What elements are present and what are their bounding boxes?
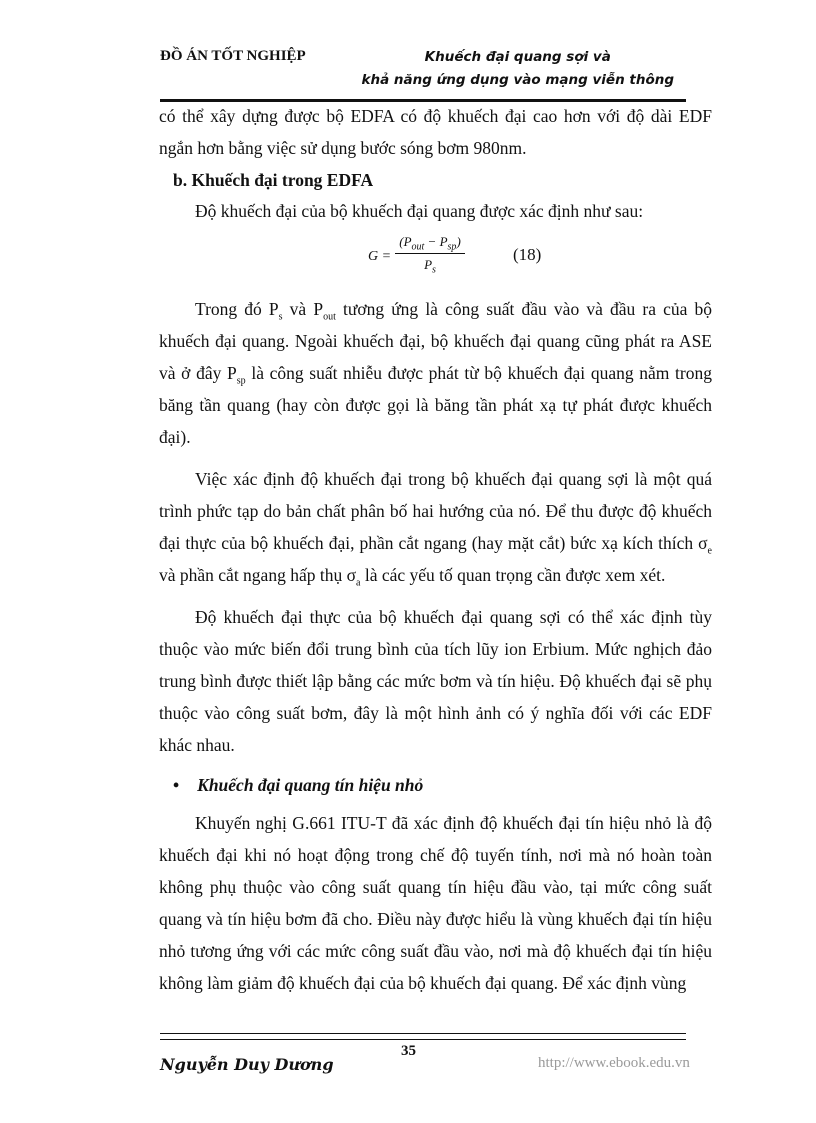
paragraph-2: Độ khuếch đại của bộ khuếch đại quang được xác định như sau: (195, 201, 644, 221)
p4-part-b: và phần cắt ngang hấp thụ σ (159, 565, 357, 585)
paragraph-5: Độ khuếch đại thực của bộ khuếch đại quang sợi có thể xác định tùy thuộc vào mức biến đổi trung bình của tích lũy ion Erbium. Mức nghịch đảo trung bình được thiết lập bằng các mức bơm và tín hiệu. Độ khuếch đại sẽ phụ thuộc vào công suất bơm, đây là một hình ảnh có ý nghĩa đối với các EDF khác nhau. (159, 607, 712, 755)
paren-close: ) (456, 234, 461, 249)
page-header (160, 40, 686, 98)
p-s-sub: s (432, 264, 436, 276)
bullet-heading (173, 769, 712, 801)
gain-formula (159, 229, 712, 293)
minus-sign: − (424, 234, 440, 249)
p3-part-d: là công suất nhiễu được phát từ bộ khuếch đại quang nằm trong băng tần quang (hay còn được gọi là băng tần phát xạ tự phát được khuếch đại). (159, 363, 712, 447)
formula-numerator (395, 233, 465, 251)
document-title (362, 46, 674, 92)
bullet-heading-text: Khuếch đại quang tín hiệu nhỏ (197, 775, 424, 795)
footer-author: Nguyễn Duy Dương (160, 1055, 334, 1074)
p3-sub-out: out (323, 311, 336, 323)
p-sp: P (439, 234, 448, 249)
paragraph-6: Khuyến nghị G.661 ITU-T đã xác định độ khuếch đại tín hiệu nhỏ là độ khuếch đại khi nó hoạt động trong chế độ tuyến tính, nơi mà nó hoàn toàn không phụ thuộc vào công suất quang tín hiệu đầu vào, tại mức công suất quang và tín hiệu bơm đã cho. Điều này được hiểu là vùng khuếch đại tín hiệu nhỏ tương ứng với các mức công suất đầu vào, nơi mà độ khuếch đại tín hiệu không làm giảm độ khuếch đại của bộ khuếch đại quang. Để xác định vùng (159, 813, 712, 993)
p-sp-sub: sp (447, 241, 457, 253)
document-type-label: ĐỒ ÁN TỐT NGHIỆP (160, 48, 306, 64)
formula-fraction (395, 233, 465, 274)
p-s: P (424, 257, 433, 272)
paragraph-1: có thể xây dựng được bộ EDFA có độ khuếch đại cao hơn với độ dài EDF ngắn hơn bằng việc sử dụng bước sóng bơm 980nm. (159, 106, 712, 158)
equation-number: (18) (513, 245, 542, 264)
paragraph-gap (159, 453, 712, 463)
p3-sub-sp: sp (236, 375, 246, 387)
p4-sub-e: e (707, 545, 712, 557)
footer-url: http://www.ebook.edu.vn (538, 1055, 690, 1071)
paragraph-gap (159, 591, 712, 601)
p4-sub-a: a (356, 577, 361, 589)
page-body (159, 100, 712, 999)
p3-part-c: tương ứng là công suất đầu vào và đầu ra của bộ khuếch đại quang. Ngoài khuếch đại, bộ khuếch đại quang cũng phát ra ASE và ở đây P (159, 299, 713, 383)
bullet-icon: • (173, 775, 180, 795)
p4-part-a: Việc xác định độ khuếch đại trong bộ khuếch đại quang sợi là một quá trình phức tạp do bản chất phân bố hai hướng của nó. Để thu được độ khuếch đại thực của bộ khuếch đại, phần cắt ngang (hay mặt cắt) bức xạ kích thích σ (159, 469, 712, 553)
p4-part-c: là các yếu tố quan trọng cần được xem xét. (360, 565, 666, 585)
page-number: 35 (401, 1043, 416, 1059)
section-heading-b: b. Khuếch đại trong EDFA (173, 170, 374, 190)
paragraph-4 (159, 463, 712, 591)
document-title-line-1: Khuếch đại quang sợi và (424, 49, 611, 65)
fraction-bar (395, 253, 465, 254)
p-out: P (403, 234, 412, 249)
formula-denominator (395, 256, 465, 274)
paragraph-3 (159, 293, 712, 453)
formula-lhs: G = (368, 249, 392, 264)
document-title-line-2: khả năng ứng dụng vào mạng viễn thông (361, 72, 674, 88)
p-out-sub: out (411, 241, 425, 253)
p3-sub-s: s (278, 311, 283, 323)
p3-part-b: và P (282, 299, 324, 319)
p3-part-a: Trong đó P (195, 299, 279, 319)
footer-rule (160, 1033, 686, 1040)
paren-open: ( (399, 234, 404, 249)
